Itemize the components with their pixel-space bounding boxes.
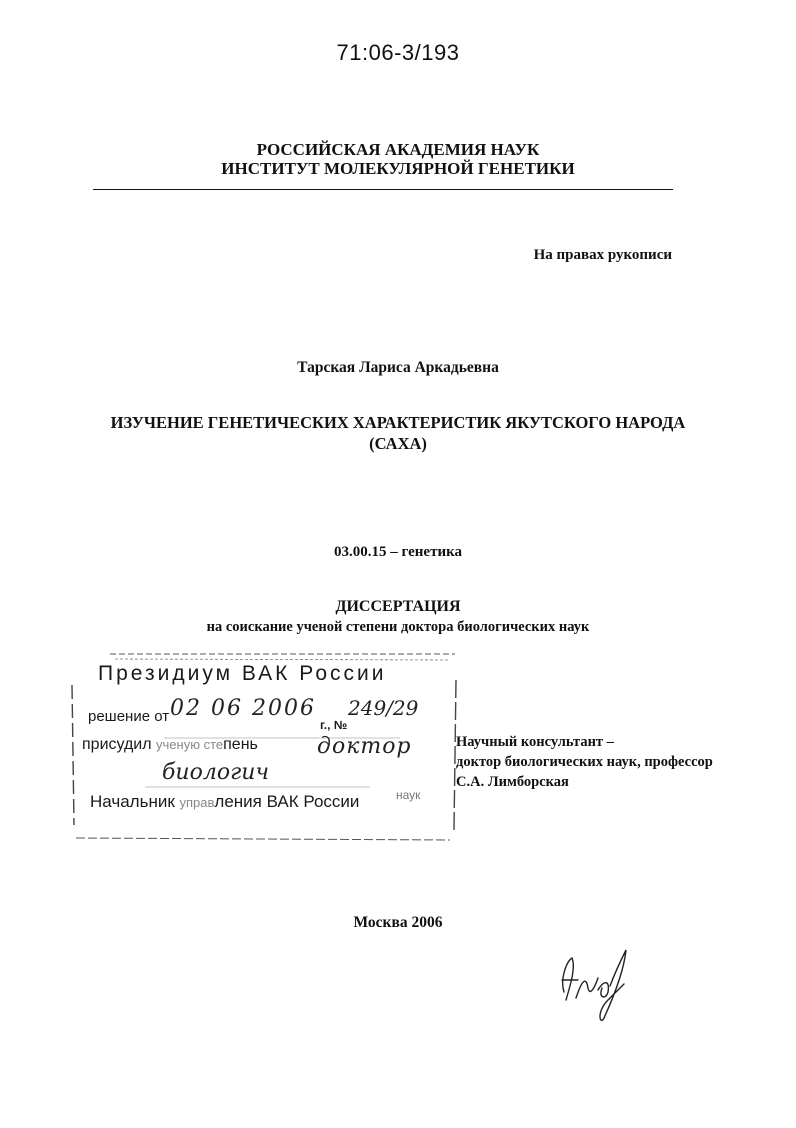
stamp-awarded-faint: ученую сте <box>156 737 224 752</box>
specialty-code: 03.00.15 – генетика <box>334 544 462 560</box>
stamp-chief-rest: ления ВАК России <box>214 792 360 811</box>
city-year: Москва 2006 <box>353 914 443 931</box>
stamp-decision-label: решение от <box>88 708 170 725</box>
org-name-line2: ИНСТИТУТ МОЛЕКУЛЯРНОЙ ГЕНЕТИКИ <box>221 159 575 178</box>
degree-sought: на соискание ученой степени доктора биологических наук <box>206 619 590 635</box>
stamp-chief-label: Начальник <box>90 792 175 811</box>
org-name-line1: РОССИЙСКАЯ АКАДЕМИЯ НАУК <box>256 140 540 159</box>
signature-icon <box>552 940 642 1025</box>
author-name: Тарская Лариса Аркадьевна <box>297 359 499 376</box>
stamp-decision-date: 02 06 2006 <box>170 696 316 721</box>
stamp-chief-faint: управ <box>179 795 215 810</box>
header-divider <box>93 189 673 190</box>
stamp-awarded-degree-word: пень <box>223 736 258 753</box>
document-type: ДИССЕРТАЦИЯ <box>335 598 461 615</box>
consultant-name: С.А. Лимборская <box>456 774 569 790</box>
stamp-header: Президиум ВАК России <box>98 662 387 685</box>
stamp-degree-handwritten: доктор <box>317 734 412 759</box>
title-line2: (САХА) <box>369 434 427 453</box>
rights-note: На правах рукописи <box>533 247 672 263</box>
stamp-awarded-row <box>82 736 258 754</box>
vak-stamp <box>70 650 462 846</box>
title-line1: ИЗУЧЕНИЕ ГЕНЕТИЧЕСКИХ ХАРАКТЕРИСТИК ЯКУТСКОГО НАРОДА <box>110 413 686 432</box>
consultant-block <box>456 732 713 792</box>
consultant-degree: доктор биологических наук, профессор <box>456 754 713 770</box>
stamp-awarded-label: присудил <box>82 736 152 753</box>
dissertation-title <box>0 412 796 454</box>
stamp-chief-row <box>90 792 359 812</box>
catalog-code: 71:06-3/193 <box>336 40 460 65</box>
stamp-field-handwritten: биологич <box>162 760 270 785</box>
stamp-decision-number: 249/29 <box>348 696 419 720</box>
stamp-field-suffix: наук <box>396 788 421 802</box>
stamp-year-suffix: г., № <box>320 718 348 732</box>
consultant-label: Научный консультант – <box>456 734 614 750</box>
